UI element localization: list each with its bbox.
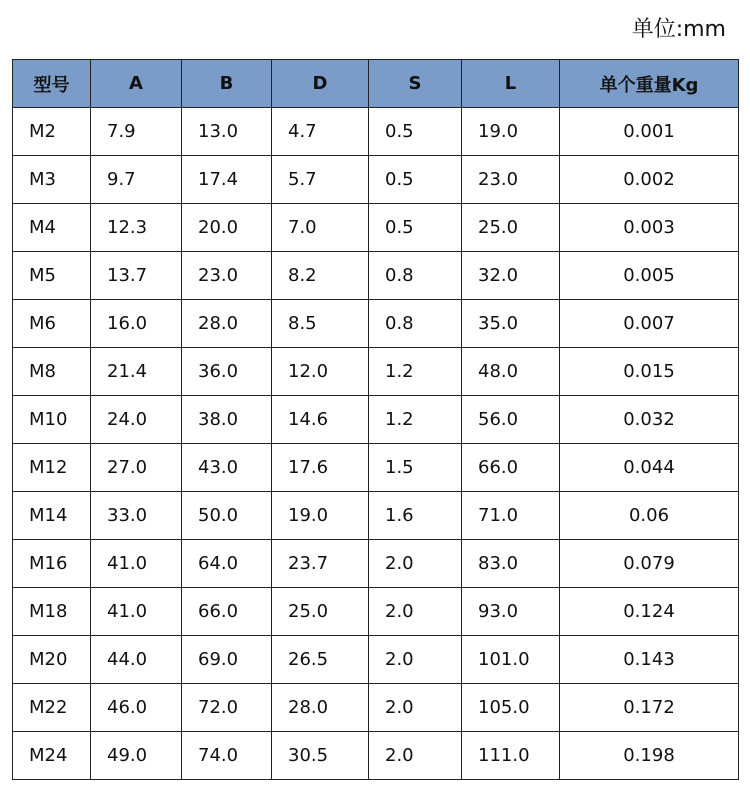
cell-a: 21.4 <box>91 348 182 396</box>
cell-s: 2.0 <box>369 732 462 780</box>
cell-a: 46.0 <box>91 684 182 732</box>
cell-l: 32.0 <box>462 252 560 300</box>
cell-b: 43.0 <box>182 444 272 492</box>
cell-d: 5.7 <box>272 156 369 204</box>
cell-d: 4.7 <box>272 108 369 156</box>
cell-l: 111.0 <box>462 732 560 780</box>
table-row <box>13 588 739 636</box>
cell-model: M3 <box>13 156 91 204</box>
table-row <box>13 300 739 348</box>
table-row <box>13 396 739 444</box>
cell-s: 1.2 <box>369 348 462 396</box>
header-cell-s: S <box>369 60 462 108</box>
cell-l: 25.0 <box>462 204 560 252</box>
cell-weight: 0.143 <box>560 636 739 684</box>
cell-b: 23.0 <box>182 252 272 300</box>
cell-s: 1.5 <box>369 444 462 492</box>
table-row <box>13 684 739 732</box>
cell-model: M16 <box>13 540 91 588</box>
cell-s: 1.2 <box>369 396 462 444</box>
cell-weight: 0.002 <box>560 156 739 204</box>
cell-l: 71.0 <box>462 492 560 540</box>
cell-s: 2.0 <box>369 588 462 636</box>
cell-weight: 0.015 <box>560 348 739 396</box>
cell-weight: 0.005 <box>560 252 739 300</box>
cell-weight: 0.003 <box>560 204 739 252</box>
cell-d: 8.2 <box>272 252 369 300</box>
cell-weight: 0.06 <box>560 492 739 540</box>
cell-d: 19.0 <box>272 492 369 540</box>
cell-l: 56.0 <box>462 396 560 444</box>
cell-d: 14.6 <box>272 396 369 444</box>
cell-model: M20 <box>13 636 91 684</box>
table-row <box>13 348 739 396</box>
cell-model: M5 <box>13 252 91 300</box>
cell-s: 0.5 <box>369 108 462 156</box>
cell-a: 41.0 <box>91 588 182 636</box>
header-cell-model: 型号 <box>13 60 91 108</box>
header-cell-d: D <box>272 60 369 108</box>
cell-b: 36.0 <box>182 348 272 396</box>
cell-s: 0.5 <box>369 156 462 204</box>
cell-b: 72.0 <box>182 684 272 732</box>
table-row <box>13 156 739 204</box>
spec-table <box>12 59 739 780</box>
cell-weight: 0.032 <box>560 396 739 444</box>
cell-a: 24.0 <box>91 396 182 444</box>
cell-d: 7.0 <box>272 204 369 252</box>
cell-l: 66.0 <box>462 444 560 492</box>
cell-model: M24 <box>13 732 91 780</box>
cell-a: 12.3 <box>91 204 182 252</box>
cell-model: M18 <box>13 588 91 636</box>
table-row <box>13 492 739 540</box>
cell-model: M6 <box>13 300 91 348</box>
cell-l: 83.0 <box>462 540 560 588</box>
cell-a: 49.0 <box>91 732 182 780</box>
cell-s: 0.8 <box>369 252 462 300</box>
cell-model: M12 <box>13 444 91 492</box>
table-header <box>13 60 739 108</box>
cell-model: M8 <box>13 348 91 396</box>
cell-a: 16.0 <box>91 300 182 348</box>
cell-model: M4 <box>13 204 91 252</box>
cell-s: 2.0 <box>369 636 462 684</box>
table-row <box>13 108 739 156</box>
cell-d: 23.7 <box>272 540 369 588</box>
cell-a: 33.0 <box>91 492 182 540</box>
cell-b: 74.0 <box>182 732 272 780</box>
cell-b: 17.4 <box>182 156 272 204</box>
cell-a: 44.0 <box>91 636 182 684</box>
header-cell-weight: 单个重量Kg <box>560 60 739 108</box>
cell-model: M14 <box>13 492 91 540</box>
cell-weight: 0.172 <box>560 684 739 732</box>
cell-l: 19.0 <box>462 108 560 156</box>
header-cell-b: B <box>182 60 272 108</box>
cell-a: 7.9 <box>91 108 182 156</box>
cell-a: 9.7 <box>91 156 182 204</box>
unit-label: 单位:mm <box>631 17 726 42</box>
cell-model: M22 <box>13 684 91 732</box>
table-body <box>13 108 739 780</box>
cell-b: 38.0 <box>182 396 272 444</box>
cell-s: 1.6 <box>369 492 462 540</box>
cell-b: 69.0 <box>182 636 272 684</box>
cell-s: 0.8 <box>369 300 462 348</box>
cell-b: 50.0 <box>182 492 272 540</box>
cell-b: 20.0 <box>182 204 272 252</box>
cell-weight: 0.044 <box>560 444 739 492</box>
cell-weight: 0.007 <box>560 300 739 348</box>
table-row <box>13 444 739 492</box>
cell-d: 26.5 <box>272 636 369 684</box>
cell-d: 8.5 <box>272 300 369 348</box>
cell-l: 35.0 <box>462 300 560 348</box>
header-cell-a: A <box>91 60 182 108</box>
cell-b: 64.0 <box>182 540 272 588</box>
cell-b: 28.0 <box>182 300 272 348</box>
cell-l: 105.0 <box>462 684 560 732</box>
table-row <box>13 732 739 780</box>
cell-l: 93.0 <box>462 588 560 636</box>
cell-weight: 0.198 <box>560 732 739 780</box>
cell-l: 48.0 <box>462 348 560 396</box>
cell-d: 17.6 <box>272 444 369 492</box>
cell-d: 12.0 <box>272 348 369 396</box>
table-row <box>13 540 739 588</box>
table-row <box>13 636 739 684</box>
cell-d: 25.0 <box>272 588 369 636</box>
cell-weight: 0.124 <box>560 588 739 636</box>
cell-d: 30.5 <box>272 732 369 780</box>
header-cell-l: L <box>462 60 560 108</box>
cell-d: 28.0 <box>272 684 369 732</box>
cell-s: 2.0 <box>369 684 462 732</box>
cell-b: 66.0 <box>182 588 272 636</box>
cell-s: 2.0 <box>369 540 462 588</box>
header-row <box>13 60 739 108</box>
cell-model: M2 <box>13 108 91 156</box>
cell-weight: 0.001 <box>560 108 739 156</box>
table-row <box>13 204 739 252</box>
cell-a: 41.0 <box>91 540 182 588</box>
cell-s: 0.5 <box>369 204 462 252</box>
cell-a: 27.0 <box>91 444 182 492</box>
cell-model: M10 <box>13 396 91 444</box>
cell-weight: 0.079 <box>560 540 739 588</box>
cell-b: 13.0 <box>182 108 272 156</box>
cell-l: 101.0 <box>462 636 560 684</box>
cell-l: 23.0 <box>462 156 560 204</box>
cell-a: 13.7 <box>91 252 182 300</box>
table-row <box>13 252 739 300</box>
